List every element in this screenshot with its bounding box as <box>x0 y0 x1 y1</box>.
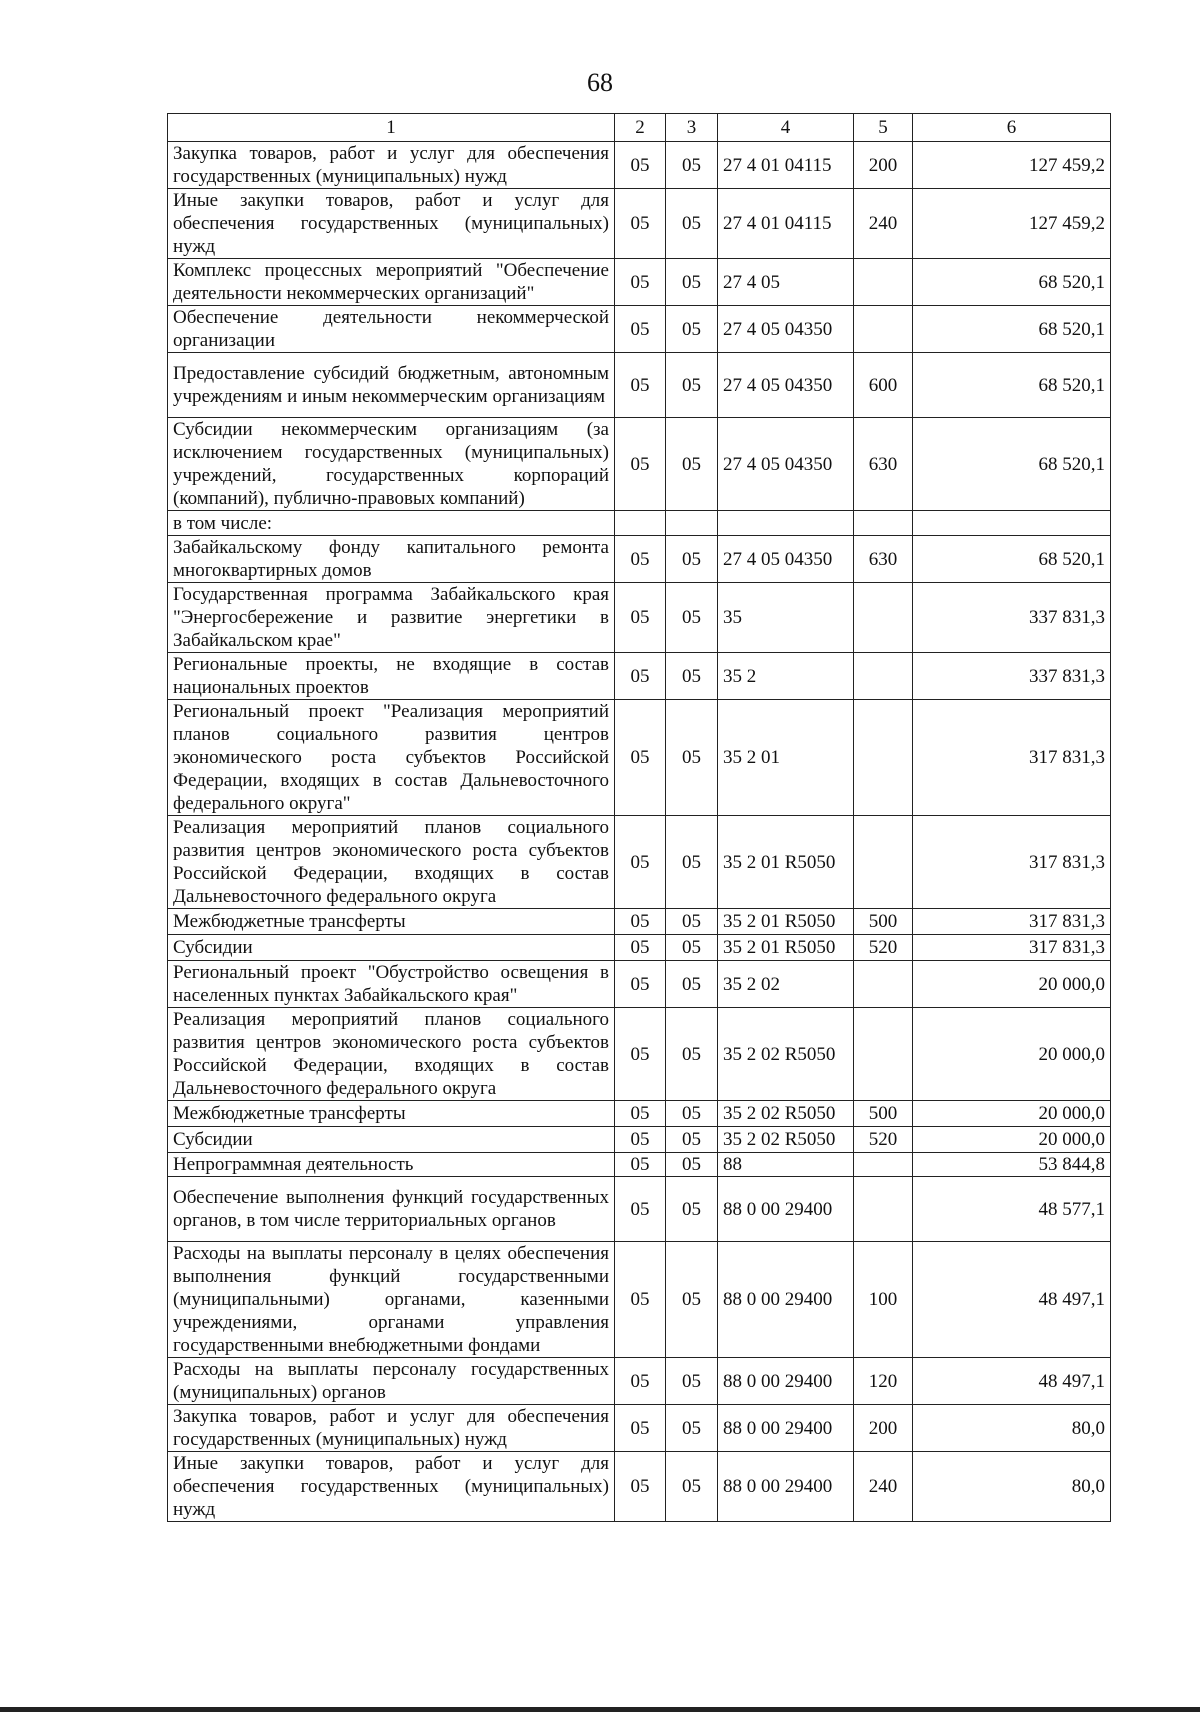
row-section: 05 <box>615 816 666 909</box>
row-section: 05 <box>615 909 666 935</box>
row-target-article: 27 4 05 04350 <box>718 353 854 418</box>
row-target-article: 35 2 01 R5050 <box>718 909 854 935</box>
row-target-article: 88 0 00 29400 <box>718 1358 854 1405</box>
row-amount: 68 520,1 <box>913 353 1111 418</box>
row-target-article: 88 <box>718 1153 854 1177</box>
row-expense-type <box>854 1153 913 1177</box>
row-amount: 317 831,3 <box>913 816 1111 909</box>
page-number: 68 <box>587 68 613 97</box>
row-section: 05 <box>615 935 666 961</box>
row-amount: 317 831,3 <box>913 935 1111 961</box>
row-expense-type <box>854 653 913 700</box>
row-description: Государственная программа Забайкальского края "Энергосбережение и развитие энергетики в Забайкальском крае" <box>168 583 615 653</box>
table-row <box>168 142 1111 189</box>
row-section: 05 <box>615 1452 666 1522</box>
row-expense-type: 520 <box>854 1127 913 1153</box>
row-target-article: 35 2 <box>718 653 854 700</box>
row-expense-type <box>854 816 913 909</box>
row-expense-type <box>854 700 913 816</box>
row-section: 05 <box>615 1358 666 1405</box>
row-subsection: 05 <box>666 1101 718 1127</box>
row-subsection: 05 <box>666 259 718 306</box>
row-amount: 20 000,0 <box>913 1008 1111 1101</box>
row-target-article <box>718 511 854 536</box>
row-target-article: 27 4 05 <box>718 259 854 306</box>
row-description: Комплекс процессных мероприятий "Обеспечение деятельности некоммерческих организаций" <box>168 259 615 306</box>
table-row <box>168 306 1111 353</box>
row-expense-type: 500 <box>854 1101 913 1127</box>
row-expense-type: 630 <box>854 418 913 511</box>
row-section: 05 <box>615 1008 666 1101</box>
column-header-5: 5 <box>854 114 913 142</box>
row-target-article: 35 2 02 R5050 <box>718 1008 854 1101</box>
table-row <box>168 1177 1111 1242</box>
row-amount: 20 000,0 <box>913 1101 1111 1127</box>
row-subsection: 05 <box>666 1358 718 1405</box>
scan-bottom-edge <box>0 1707 1200 1712</box>
row-target-article: 88 0 00 29400 <box>718 1452 854 1522</box>
row-target-article: 88 0 00 29400 <box>718 1177 854 1242</box>
row-target-article: 35 2 01 <box>718 700 854 816</box>
table-row <box>168 935 1111 961</box>
row-section: 05 <box>615 536 666 583</box>
table-row <box>168 189 1111 259</box>
row-section: 05 <box>615 1153 666 1177</box>
row-subsection: 05 <box>666 1153 718 1177</box>
row-subsection: 05 <box>666 418 718 511</box>
row-expense-type: 200 <box>854 142 913 189</box>
table-row <box>168 511 1111 536</box>
column-header-4: 4 <box>718 114 854 142</box>
row-section: 05 <box>615 1101 666 1127</box>
row-expense-type: 600 <box>854 353 913 418</box>
row-subsection: 05 <box>666 1177 718 1242</box>
row-description: Субсидии некоммерческим организациям (за исключением государственных (муниципальных) учреждений, государственных корпораций (компаний), публично-правовых компаний) <box>168 418 615 511</box>
row-subsection: 05 <box>666 935 718 961</box>
row-expense-type: 630 <box>854 536 913 583</box>
table-row <box>168 1242 1111 1358</box>
row-description: Межбюджетные трансферты <box>168 1101 615 1127</box>
row-target-article: 35 2 02 <box>718 961 854 1008</box>
row-expense-type: 500 <box>854 909 913 935</box>
row-section: 05 <box>615 1177 666 1242</box>
row-amount: 53 844,8 <box>913 1153 1111 1177</box>
row-subsection: 05 <box>666 536 718 583</box>
column-header-1: 1 <box>168 114 615 142</box>
row-section: 05 <box>615 306 666 353</box>
table-row <box>168 961 1111 1008</box>
row-description: Иные закупки товаров, работ и услуг для обеспечения государственных (муниципальных) нужд <box>168 189 615 259</box>
table-row <box>168 1405 1111 1452</box>
row-subsection: 05 <box>666 189 718 259</box>
row-subsection: 05 <box>666 583 718 653</box>
table-row <box>168 816 1111 909</box>
table-row <box>168 259 1111 306</box>
row-expense-type: 100 <box>854 1242 913 1358</box>
row-subsection: 05 <box>666 1452 718 1522</box>
column-header-3: 3 <box>666 114 718 142</box>
row-section: 05 <box>615 961 666 1008</box>
row-description: Иные закупки товаров, работ и услуг для обеспечения государственных (муниципальных) нужд <box>168 1452 615 1522</box>
row-subsection: 05 <box>666 1008 718 1101</box>
row-description: Субсидии <box>168 1127 615 1153</box>
row-amount: 337 831,3 <box>913 653 1111 700</box>
row-description: Расходы на выплаты персоналу в целях обеспечения выполнения функций государственными (муниципальными) органами, казенными учреждениями, органами управления государственными внебюджетными фондами <box>168 1242 615 1358</box>
row-amount: 127 459,2 <box>913 189 1111 259</box>
row-subsection: 05 <box>666 961 718 1008</box>
row-target-article: 35 2 01 R5050 <box>718 816 854 909</box>
row-description: Субсидии <box>168 935 615 961</box>
row-target-article: 27 4 05 04350 <box>718 536 854 583</box>
row-expense-type <box>854 1177 913 1242</box>
row-expense-type: 240 <box>854 1452 913 1522</box>
row-section: 05 <box>615 259 666 306</box>
table-header-row <box>168 114 1111 142</box>
row-description: Предоставление субсидий бюджетным, автономным учреждениям и иным некоммерческим организациям <box>168 353 615 418</box>
row-amount: 20 000,0 <box>913 1127 1111 1153</box>
row-expense-type <box>854 306 913 353</box>
row-section: 05 <box>615 1127 666 1153</box>
row-expense-type: 520 <box>854 935 913 961</box>
row-section: 05 <box>615 1242 666 1358</box>
row-target-article: 35 2 02 R5050 <box>718 1101 854 1127</box>
row-section: 05 <box>615 653 666 700</box>
row-amount: 68 520,1 <box>913 536 1111 583</box>
row-description: Забайкальскому фонду капитального ремонта многоквартирных домов <box>168 536 615 583</box>
row-amount: 80,0 <box>913 1405 1111 1452</box>
row-subsection: 05 <box>666 142 718 189</box>
row-section: 05 <box>615 142 666 189</box>
row-description: Региональные проекты, не входящие в состав национальных проектов <box>168 653 615 700</box>
row-target-article: 35 2 02 R5050 <box>718 1127 854 1153</box>
row-target-article: 27 4 01 04115 <box>718 142 854 189</box>
row-section: 05 <box>615 189 666 259</box>
row-description: Закупка товаров, работ и услуг для обеспечения государственных (муниципальных) нужд <box>168 1405 615 1452</box>
row-description: Реализация мероприятий планов социального развития центров экономического роста субъектов Российской Федерации, входящих в состав Дальневосточного федерального округа <box>168 816 615 909</box>
row-section <box>615 511 666 536</box>
row-subsection: 05 <box>666 1242 718 1358</box>
row-section: 05 <box>615 418 666 511</box>
row-subsection <box>666 511 718 536</box>
table-row <box>168 536 1111 583</box>
row-amount: 68 520,1 <box>913 306 1111 353</box>
row-description: Реализация мероприятий планов социального развития центров экономического роста субъектов Российской Федерации, входящих в состав Дальневосточного федерального округа <box>168 1008 615 1101</box>
row-subsection: 05 <box>666 306 718 353</box>
row-amount: 68 520,1 <box>913 259 1111 306</box>
row-target-article: 35 <box>718 583 854 653</box>
row-description: Обеспечение деятельности некоммерческой организации <box>168 306 615 353</box>
row-description: в том числе: <box>168 511 615 536</box>
row-subsection: 05 <box>666 1405 718 1452</box>
row-description: Расходы на выплаты персоналу государственных (муниципальных) органов <box>168 1358 615 1405</box>
row-target-article: 88 0 00 29400 <box>718 1242 854 1358</box>
table-row <box>168 653 1111 700</box>
row-subsection: 05 <box>666 816 718 909</box>
row-expense-type <box>854 1008 913 1101</box>
row-amount: 80,0 <box>913 1452 1111 1522</box>
row-section: 05 <box>615 583 666 653</box>
table-row <box>168 909 1111 935</box>
row-amount: 127 459,2 <box>913 142 1111 189</box>
table-row <box>168 1358 1111 1405</box>
row-expense-type <box>854 583 913 653</box>
row-expense-type <box>854 961 913 1008</box>
row-description: Непрограммная деятельность <box>168 1153 615 1177</box>
budget-table-body <box>168 114 1111 1522</box>
row-description: Обеспечение выполнения функций государственных органов, в том числе территориальных органов <box>168 1177 615 1242</box>
row-description: Региональный проект "Реализация мероприятий планов социального развития центров экономического роста субъектов Российской Федерации, входящих в состав Дальневосточного федерального округа" <box>168 700 615 816</box>
row-subsection: 05 <box>666 909 718 935</box>
table-row <box>168 1127 1111 1153</box>
table-row <box>168 1452 1111 1522</box>
row-expense-type <box>854 259 913 306</box>
row-amount: 48 497,1 <box>913 1358 1111 1405</box>
row-amount: 20 000,0 <box>913 961 1111 1008</box>
row-amount: 48 497,1 <box>913 1242 1111 1358</box>
row-expense-type: 240 <box>854 189 913 259</box>
row-subsection: 05 <box>666 353 718 418</box>
table-row <box>168 353 1111 418</box>
table-row <box>168 1101 1111 1127</box>
row-target-article: 35 2 01 R5050 <box>718 935 854 961</box>
table-row <box>168 1153 1111 1177</box>
row-section: 05 <box>615 1405 666 1452</box>
table-row <box>168 1008 1111 1101</box>
row-amount: 48 577,1 <box>913 1177 1111 1242</box>
row-amount: 68 520,1 <box>913 418 1111 511</box>
row-subsection: 05 <box>666 653 718 700</box>
row-subsection: 05 <box>666 1127 718 1153</box>
table-row <box>168 583 1111 653</box>
row-target-article: 27 4 05 04350 <box>718 418 854 511</box>
table-row <box>168 700 1111 816</box>
row-amount: 337 831,3 <box>913 583 1111 653</box>
row-section: 05 <box>615 353 666 418</box>
row-target-article: 27 4 05 04350 <box>718 306 854 353</box>
row-amount: 317 831,3 <box>913 700 1111 816</box>
row-subsection: 05 <box>666 700 718 816</box>
row-expense-type: 200 <box>854 1405 913 1452</box>
row-description: Межбюджетные трансферты <box>168 909 615 935</box>
row-target-article: 27 4 01 04115 <box>718 189 854 259</box>
column-header-6: 6 <box>913 114 1111 142</box>
row-description: Закупка товаров, работ и услуг для обеспечения государственных (муниципальных) нужд <box>168 142 615 189</box>
row-section: 05 <box>615 700 666 816</box>
row-expense-type: 120 <box>854 1358 913 1405</box>
row-expense-type <box>854 511 913 536</box>
row-description: Региональный проект "Обустройство освещения в населенных пунктах Забайкальского края" <box>168 961 615 1008</box>
row-target-article: 88 0 00 29400 <box>718 1405 854 1452</box>
table-row <box>168 418 1111 511</box>
row-amount: 317 831,3 <box>913 909 1111 935</box>
column-header-2: 2 <box>615 114 666 142</box>
budget-table <box>167 113 1111 1522</box>
row-amount <box>913 511 1111 536</box>
